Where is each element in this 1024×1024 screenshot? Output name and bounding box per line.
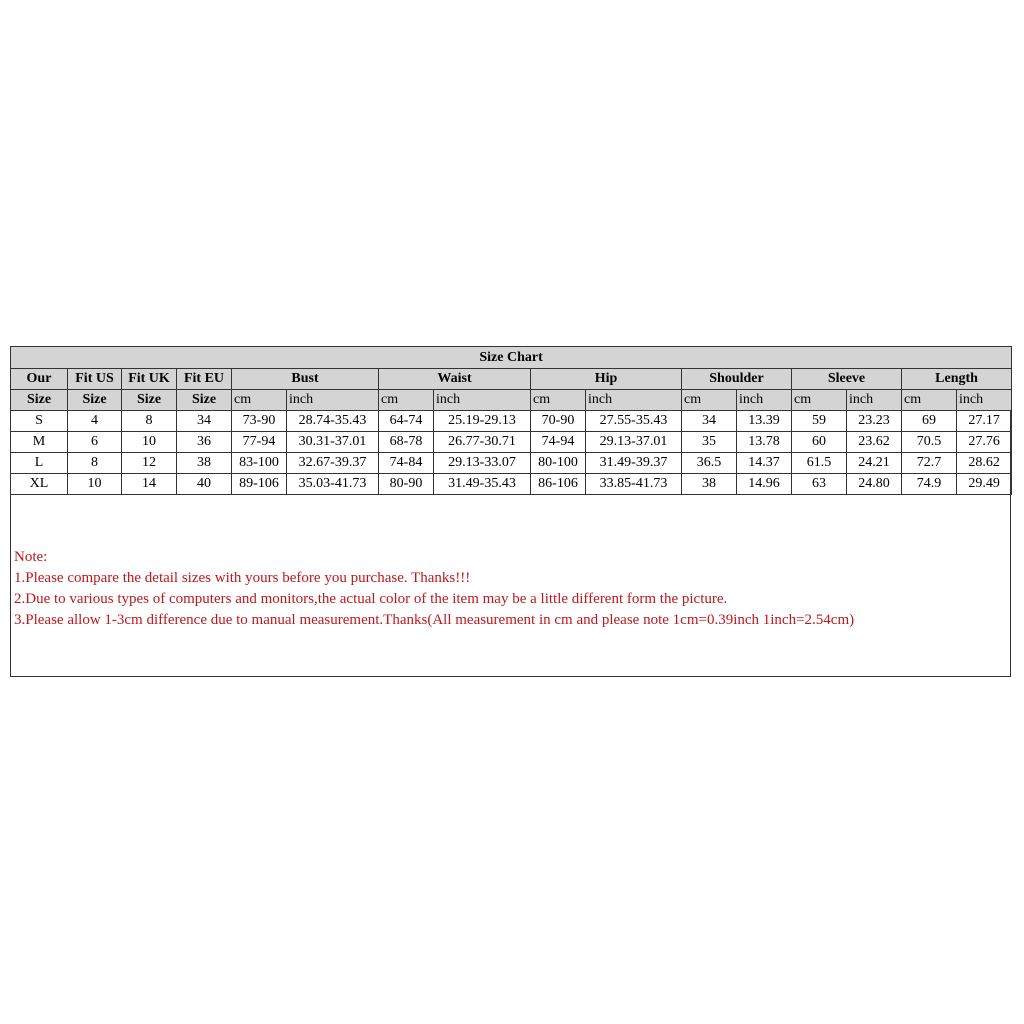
cell-length-inch: 28.62 xyxy=(957,453,1012,474)
cell-length-inch: 29.49 xyxy=(957,474,1012,495)
header-bust: Bust xyxy=(232,369,379,390)
unit-sleeve-cm: cm xyxy=(792,390,847,411)
cell-shoulder-cm: 38 xyxy=(682,474,737,495)
cell-waist-inch: 26.77-30.71 xyxy=(434,432,531,453)
unit-bust-cm: cm xyxy=(232,390,287,411)
cell-sleeve-inch: 24.80 xyxy=(847,474,902,495)
header-eu-size: Size xyxy=(177,390,232,411)
unit-shoulder-inch: inch xyxy=(737,390,792,411)
cell-hip-cm: 80-100 xyxy=(531,453,586,474)
cell-sleeve-inch: 24.21 xyxy=(847,453,902,474)
unit-bust-inch: inch xyxy=(287,390,379,411)
cell-sleeve-cm: 63 xyxy=(792,474,847,495)
cell-hip-cm: 86-106 xyxy=(531,474,586,495)
cell-shoulder-cm: 35 xyxy=(682,432,737,453)
header-length: Length xyxy=(902,369,1012,390)
cell-hip-inch: 31.49-39.37 xyxy=(586,453,682,474)
header-our: Our xyxy=(11,369,68,390)
cell-bust-inch: 28.74-35.43 xyxy=(287,411,379,432)
cell-eu-size: 40 xyxy=(177,474,232,495)
cell-waist-inch: 29.13-33.07 xyxy=(434,453,531,474)
cell-uk-size: 12 xyxy=(122,453,177,474)
cell-hip-cm: 74-94 xyxy=(531,432,586,453)
header-shoulder: Shoulder xyxy=(682,369,792,390)
cell-hip-inch: 29.13-37.01 xyxy=(586,432,682,453)
header-fit-uk: Fit UK xyxy=(122,369,177,390)
cell-sleeve-inch: 23.23 xyxy=(847,411,902,432)
cell-length-inch: 27.76 xyxy=(957,432,1012,453)
cell-uk-size: 8 xyxy=(122,411,177,432)
cell-waist-cm: 80-90 xyxy=(379,474,434,495)
header-uk-size: Size xyxy=(122,390,177,411)
cell-hip-inch: 33.85-41.73 xyxy=(586,474,682,495)
cell-our-size: S xyxy=(11,411,68,432)
unit-waist-cm: cm xyxy=(379,390,434,411)
cell-bust-inch: 30.31-37.01 xyxy=(287,432,379,453)
cell-sleeve-inch: 23.62 xyxy=(847,432,902,453)
cell-bust-cm: 83-100 xyxy=(232,453,287,474)
cell-waist-inch: 25.19-29.13 xyxy=(434,411,531,432)
unit-length-inch: inch xyxy=(957,390,1012,411)
cell-sleeve-cm: 61.5 xyxy=(792,453,847,474)
cell-bust-cm: 89-106 xyxy=(232,474,287,495)
cell-bust-cm: 77-94 xyxy=(232,432,287,453)
cell-eu-size: 34 xyxy=(177,411,232,432)
cell-us-size: 6 xyxy=(68,432,122,453)
cell-shoulder-inch: 13.78 xyxy=(737,432,792,453)
note-heading: Note: xyxy=(14,549,48,565)
cell-waist-cm: 68-78 xyxy=(379,432,434,453)
cell-shoulder-inch: 14.96 xyxy=(737,474,792,495)
cell-sleeve-cm: 60 xyxy=(792,432,847,453)
header-hip: Hip xyxy=(531,369,682,390)
unit-waist-inch: inch xyxy=(434,390,531,411)
cell-waist-cm: 64-74 xyxy=(379,411,434,432)
cell-length-cm: 70.5 xyxy=(902,432,957,453)
header-waist: Waist xyxy=(379,369,531,390)
cell-eu-size: 36 xyxy=(177,432,232,453)
table-row xyxy=(11,432,1012,453)
note-line-3: 3.Please allow 1-3cm difference due to manual measurement.Thanks(All measurement in cm and please note 1cm=0.39inch 1inch=2.54cm) xyxy=(14,612,855,628)
note-line-2: 2.Due to various types of computers and monitors,the actual color of the item may be a little different form the picture. xyxy=(14,591,728,607)
cell-bust-inch: 32.67-39.37 xyxy=(287,453,379,474)
cell-shoulder-inch: 14.37 xyxy=(737,453,792,474)
cell-our-size: XL xyxy=(11,474,68,495)
cell-hip-inch: 27.55-35.43 xyxy=(586,411,682,432)
unit-sleeve-inch: inch xyxy=(847,390,902,411)
header-fit-us: Fit US xyxy=(68,369,122,390)
cell-bust-cm: 73-90 xyxy=(232,411,287,432)
cell-shoulder-cm: 36.5 xyxy=(682,453,737,474)
unit-hip-inch: inch xyxy=(586,390,682,411)
header-our-size: Size xyxy=(11,390,68,411)
note-line-1: 1.Please compare the detail sizes with yours before you purchase. Thanks!!! xyxy=(14,570,471,586)
header-fit-eu: Fit EU xyxy=(177,369,232,390)
cell-us-size: 4 xyxy=(68,411,122,432)
cell-waist-inch: 31.49-35.43 xyxy=(434,474,531,495)
cell-shoulder-inch: 13.39 xyxy=(737,411,792,432)
cell-bust-inch: 35.03-41.73 xyxy=(287,474,379,495)
header-us-size: Size xyxy=(68,390,122,411)
cell-our-size: L xyxy=(11,453,68,474)
cell-length-inch: 27.17 xyxy=(957,411,1012,432)
cell-sleeve-cm: 59 xyxy=(792,411,847,432)
header-sleeve: Sleeve xyxy=(792,369,902,390)
cell-hip-cm: 70-90 xyxy=(531,411,586,432)
table-row xyxy=(11,411,1012,432)
cell-length-cm: 69 xyxy=(902,411,957,432)
notes xyxy=(14,547,854,631)
cell-our-size: M xyxy=(11,432,68,453)
cell-shoulder-cm: 34 xyxy=(682,411,737,432)
cell-eu-size: 38 xyxy=(177,453,232,474)
cell-waist-cm: 74-84 xyxy=(379,453,434,474)
size-table xyxy=(10,346,1012,495)
unit-hip-cm: cm xyxy=(531,390,586,411)
cell-length-cm: 74.9 xyxy=(902,474,957,495)
table-row xyxy=(11,474,1012,495)
cell-uk-size: 10 xyxy=(122,432,177,453)
size-chart xyxy=(10,346,1011,677)
cell-us-size: 8 xyxy=(68,453,122,474)
cell-uk-size: 14 xyxy=(122,474,177,495)
table-title: Size Chart xyxy=(11,347,1012,369)
cell-length-cm: 72.7 xyxy=(902,453,957,474)
table-row xyxy=(11,453,1012,474)
unit-length-cm: cm xyxy=(902,390,957,411)
cell-us-size: 10 xyxy=(68,474,122,495)
unit-shoulder-cm: cm xyxy=(682,390,737,411)
